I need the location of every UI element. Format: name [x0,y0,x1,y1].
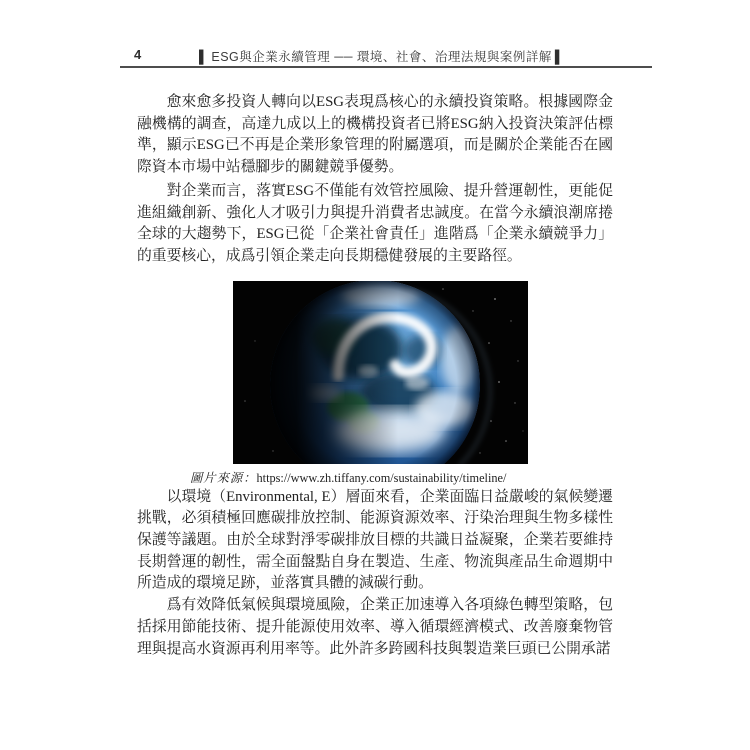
paragraph: 以環境（Environmental, E）層面來看，企業面臨日益嚴峻的氣候變遷挑戰，必須積極回應碳排放控制、能源資源效率、汙染治理與生物多樣性保護等議題。由於全球對淨零碳排放目標的共識日益凝聚，企業若要維持長期營運的韌性，需全面盤點自身在製造、生產、物流與產品生命週期中所造成的環境足跡，並落實具體的減碳行動。 [137,488,613,592]
title-bar-left-icon: ▌ [199,50,209,64]
paragraph: 對企業而言，落實ESG不僅能有效管控風險、提升營運韌性，更能促進組織創新、強化人才吸引力與提升消費者忠誠度。在當今永續浪潮席捲全球的大趨勢下，ESG已從「企業社會責任」進階爲「企業永續競爭力」的重要核心，成爲引領企業走向長期穩健發展的主要路徑。 [137,182,613,264]
caption-source-url: https://www.zh.tiffany.com/sustainability/timeline/ [256,470,507,485]
paragraph: 愈來愈多投資人轉向以ESG表現爲核心的永續投資策略。根據國際金融機構的調查，高達九成以上的機構投資者已將ESG納入投資決策評估標準，顯示ESG已不再是企業形象管理的附屬選項，而是關於企業能否在國際資本市場中站穩腳步的關鍵競爭優勢。 [137,94,613,176]
running-header [196,47,567,65]
caption-source-label: 圖片來源： [190,470,257,485]
earth-image [233,281,528,464]
figure-earth [137,281,613,487]
page-number: 4 [134,47,142,62]
earth-illustration [233,281,528,464]
paragraph: 爲有效降低氣候與環境風險，企業正加速導入各項綠色轉型策略，包括採用節能技術、提升能源使用效率、導入循環經濟模式、改善廢棄物管理與提高水資源再利用率等。此外許多跨國科技與製造業巨頭已公開承諾 [137,597,613,657]
title-bar-right-icon: ▌ [554,50,565,64]
page-content [137,92,613,660]
image-caption [190,469,613,487]
chapter-title: ESG與企業永續管理 ── 環境、社會、治理法規與案例詳解 [211,50,552,64]
header-divider [120,66,652,68]
